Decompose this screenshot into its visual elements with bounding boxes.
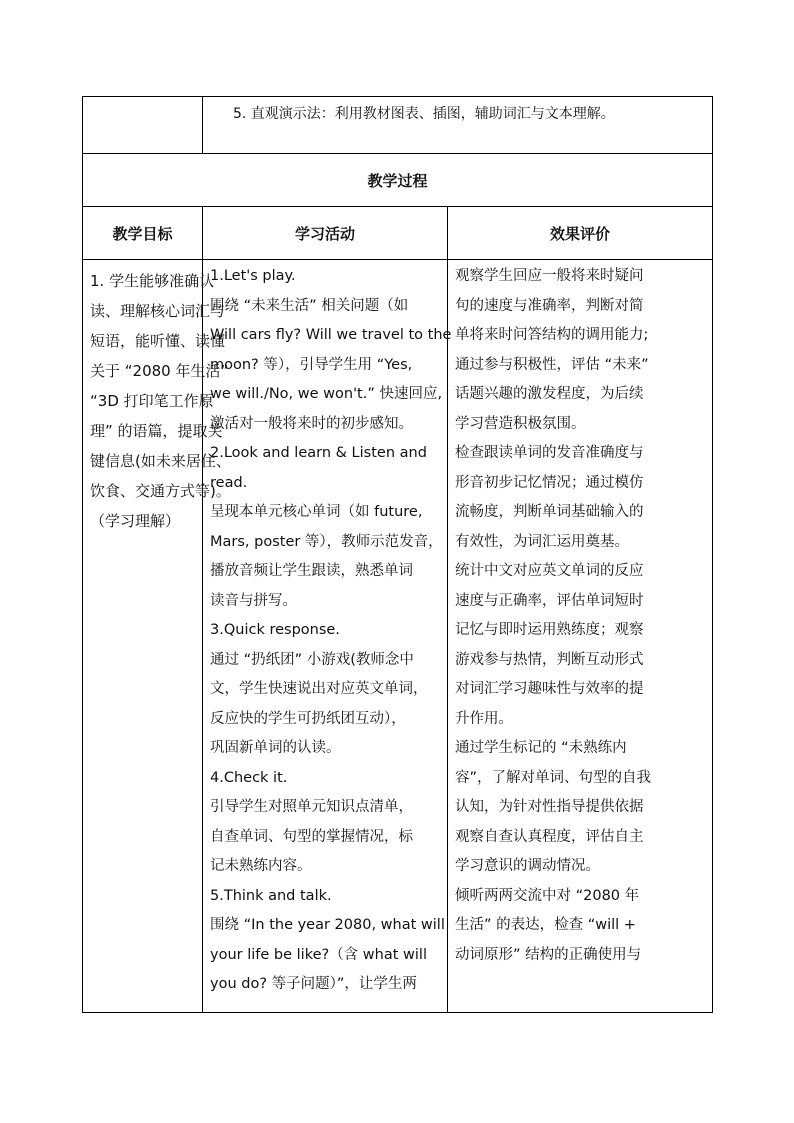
lesson-plan-table [82,96,713,1013]
goal-line: “3D 打印笔工作原 [90,392,214,410]
goal-line: 理” 的语篇，提取关 [90,422,223,440]
evaluation-line: 观察学生回应一般将来时疑问 [455,268,644,284]
activity-line: 呈现本单元核心单词（如 future, [210,504,423,520]
content-row [83,260,713,1013]
evaluation-line: 学习意识的调动情况。 [455,858,600,874]
evaluation-line: 游戏参与热情，判断互动形式 [455,651,644,668]
activity-text [203,260,452,1000]
evaluation-line: 速度与正确率，评估单词短时 [455,592,644,609]
evaluation-line: 记忆与即时运用熟练度；观察 [455,622,644,638]
activity-line: 2.Look and learn & Listen and [210,445,427,461]
evaluation-line: 学习营造积极氛围。 [455,415,586,432]
methods-row [83,97,713,154]
header-activity: 学习活动 [203,207,448,260]
activity-line: 3.Quick response. [210,622,340,638]
evaluation-line: 生活” 的表达，检查 “will + [455,917,636,933]
activity-line: 围绕 “未来生活” 相关问题（如 [210,297,409,314]
goal-line: 1. 学生能够准确认 [90,272,215,290]
activity-cell [203,260,452,1013]
evaluation-line: 容”，了解对单词、句型的自我 [455,769,652,786]
activity-line: 反应快的学生可扔纸团互动）， [210,710,406,727]
activity-line: 读音与拼写。 [210,592,297,609]
activity-line: 5.Think and talk. [210,887,332,904]
activity-line: Mars, poster 等），教师示范发音， [210,533,443,550]
activity-line: you do? 等子问题）”，让学生两 [210,976,417,992]
activity-line: 巩固新单词的认读。 [210,740,341,756]
evaluation-line: 形音初步记忆情况；通过模仿 [455,474,644,491]
evaluation-line: 统计中文对应英文单词的反应 [455,563,644,579]
evaluation-line: 检查跟读单词的发音准确度与 [455,445,644,461]
activity-line: 通过 “扔纸团” 小游戏(教师念中 [210,651,414,668]
evaluation-line: 升作用。 [455,710,513,727]
goal-line: 短语，能听懂、读懂 [90,332,226,350]
activity-line: 围绕 “In the year 2080, what will [210,917,445,933]
evaluation-line: 倾听两两交流中对 “2080 年 [455,887,640,904]
methods-cell [203,97,713,154]
activity-line: we will./No, we won't.” 快速回应, [210,386,443,402]
activity-line: moon? 等），引导学生用 “Yes, [210,356,413,373]
process-title: 教学过程 [83,154,713,207]
activity-line: 4.Check it. [210,769,288,786]
header-row [83,207,713,260]
header-goal: 教学目标 [83,207,203,260]
activity-line: read. [210,474,248,491]
activity-line: 引导学生对照单元知识点清单， [210,799,413,815]
goal-line: 关于 “2080 年生活” [90,362,229,380]
evaluation-line: 句的速度与准确率，判断对简 [455,297,644,314]
evaluation-line: 流畅度，判断单词基础输入的 [455,504,644,520]
evaluation-line: 有效性，为词汇运用奠基。 [455,533,629,550]
activity-line: 播放音频让学生跟读，熟悉单词 [210,563,413,579]
activity-line: your life be like?（含 what will [210,946,427,963]
goal-line: 饮食、交通方式等)。 [90,482,231,500]
activity-line: 自查单词、句型的掌握情况，标 [210,828,413,845]
activity-line: 记未熟练内容。 [210,858,312,874]
evaluation-line: 认知，为针对性指导提供依据 [455,799,644,815]
process-title-row [83,154,713,207]
goal-line: （学习理解） [90,512,181,530]
evaluation-cell [448,260,713,1013]
activity-line: Will cars fly? Will we travel to the [210,327,452,343]
evaluation-line: 通过学生标记的 “未熟练内 [455,740,627,756]
evaluation-line: 对词汇学习趣味性与效率的提 [455,681,644,697]
evaluation-line: 通过参与积极性，评估 “未来” [455,356,649,373]
activity-line: 激活对一般将来时的初步感知。 [210,415,413,432]
evaluation-text [448,260,712,970]
header-evaluation: 效果评价 [448,207,713,260]
goal-line: 键信息(如未来居住、 [90,452,231,470]
methods-blank-cell [83,97,203,154]
evaluation-line: 话题兴趣的激发程度，为后续 [455,386,644,402]
goal-line: 读、理解核心词汇与 [90,302,226,320]
activity-line: 文，学生快速说出对应英文单词， [210,681,428,697]
activity-line: 1.Let's play. [210,268,296,284]
evaluation-line: 观察自查认真程度，评估自主 [455,828,644,845]
evaluation-line: 单将来时问答结构的调用能力; [455,327,649,343]
evaluation-line: 动词原形” 结构的正确使用与 [455,946,642,963]
methods-item-5: 5. 直观演示法：利用教材图表、插图，辅助词汇与文本理解。 [233,106,615,122]
